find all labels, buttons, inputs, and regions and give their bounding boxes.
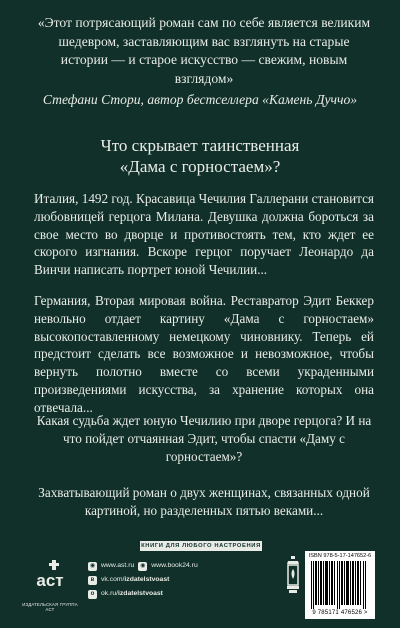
paragraph-italy: Италия, 1492 год. Красавица Чечилия Галлерани становится любовницей герцога Милана. Девушка должна бороться за свое место во дворце и противостоять тем, кто ждет ее скорого изгнания. Вскоре герцог поручает Леонардо да Винчи написать портрет юной Чечилии...: [34, 191, 374, 278]
publisher-name: ИЗДАТЕЛЬСКАЯ ГРУППА АСТ: [22, 602, 78, 612]
publisher-logo: [30, 556, 70, 596]
paragraph-germany: Германия, Вторая мировая война. Реставратор Эдит Беккер невольно отдает картину «Дама с горностаем» высокопоставленному немецкому чиновнику. Теперь ей предстоит сделать все возможное и невозможное, чтобы вернуть полотно вместе со всеми украденными произведениями искусства, за хранение которых она отвечала...: [34, 293, 374, 415]
lantern-icon: [286, 556, 300, 594]
blurb-author: Стефани Стори, автор бестселлера «Камень Дуччо»: [42, 92, 358, 107]
publisher-links: [88, 559, 268, 601]
vk-icon: в: [88, 576, 97, 585]
globe-icon: ◉: [89, 562, 96, 569]
paragraph-summary: Захватывающий роман о двух женщинах, связанных одной картиной, но разделенных пятью веками...: [38, 485, 370, 518]
blurb-quote: «Этот потрясающий роман сам по себе является великим шедевром, заставляющим вас взглянуть на старые истории — и старое искусство — свежим, новым взглядом»: [37, 15, 371, 86]
ok-icon: о: [88, 590, 97, 599]
headline-line-1: Что скрывает таинственная: [100, 136, 300, 155]
paragraph-questions: Какая судьба ждет юную Чечилию при дворе герцога? И на что пойдет отчаянная Эдит, чтобы спасти «Даму с горностаем»?: [36, 413, 372, 464]
barcode-digits: 9 785171 476526 >: [312, 610, 368, 616]
link-vk[interactable]: vk.com/izdatelstvoast: [101, 576, 170, 583]
link-ok[interactable]: ok.ru/izdatelstvoast: [101, 590, 163, 597]
link-ast[interactable]: www.ast.ru: [101, 562, 135, 569]
ok-row: [88, 587, 268, 601]
globe-icon: ◉: [140, 562, 146, 569]
barcode: [305, 551, 375, 619]
barcode-bars: [309, 561, 371, 609]
link-book24[interactable]: www.book24.ru: [151, 562, 198, 569]
vk-row: [88, 573, 268, 587]
logo-text: аст: [36, 571, 64, 590]
website-row: [88, 559, 268, 573]
isbn-number: ISBN 978-5-17-147652-6: [308, 553, 372, 559]
ast-logo-icon: [30, 556, 70, 596]
headline-line-2: «Дама с горностаем»?: [119, 157, 281, 176]
tagline-bar: КНИГИ ДЛЯ ЛЮБОГО НАСТРОЕНИЯ ЗДЕСЬ: [141, 543, 261, 559]
headline: [20, 135, 380, 177]
